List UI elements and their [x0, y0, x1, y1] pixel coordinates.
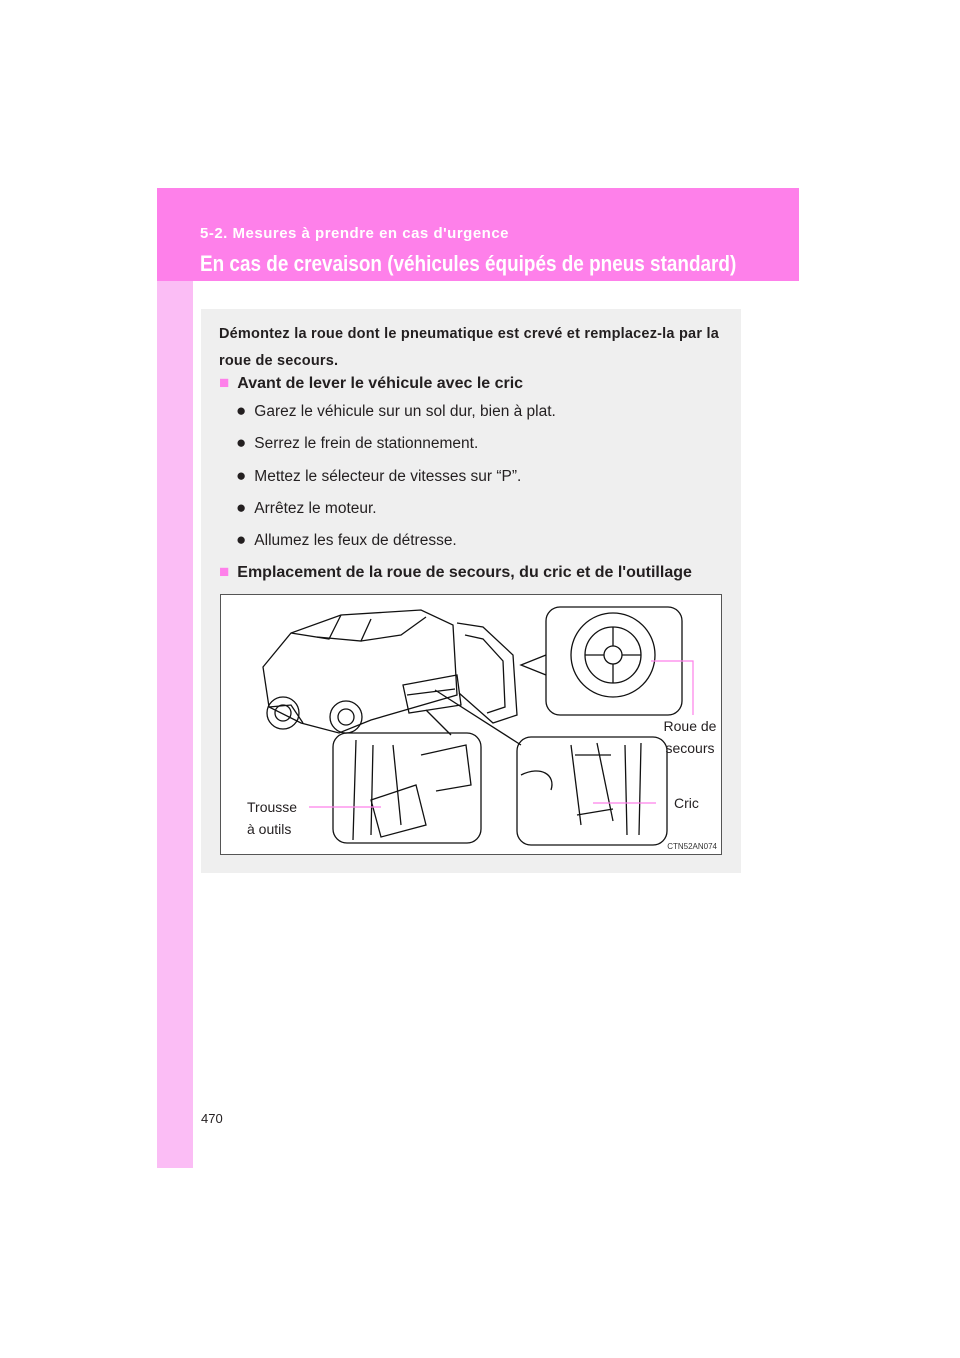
bullet-dot-icon: ● [236, 530, 247, 549]
intro-paragraph: Démontez la roue dont le pneumatique est crevé et remplacez-la par la roue de secours. [219, 326, 719, 369]
section-label: 5-2. Mesures à prendre en cas d'urgence [200, 225, 510, 242]
square-bullet-icon: ■ [219, 562, 230, 581]
list-item [236, 466, 521, 486]
side-band [157, 188, 193, 1168]
list-item [236, 401, 556, 421]
list-item [236, 530, 457, 550]
tool-kit-label-line1: Trousse [247, 799, 298, 815]
spare-wheel-label-line2: secours [665, 740, 715, 756]
tool-kit-label [247, 796, 297, 840]
list-item-text: Serrez le frein de stationnement. [254, 435, 479, 452]
bullet-dot-icon: ● [236, 401, 247, 420]
bullet-dot-icon: ● [236, 433, 247, 452]
page-title: En cas de crevaison (véhicules équipés de pneus standard) [200, 251, 737, 276]
figure-code: CTN52AN074 [667, 842, 717, 851]
bullet-dot-icon: ● [236, 466, 247, 485]
tool-kit-label-line2: à outils [247, 821, 292, 837]
list-item [236, 498, 377, 518]
jack-label: Cric [674, 795, 699, 811]
square-bullet-icon: ■ [219, 373, 230, 392]
list-item-text: Arrêtez le moteur. [254, 500, 377, 517]
list-item-text: Garez le véhicule sur un sol dur, bien à plat. [254, 403, 556, 420]
spare-wheel-label [659, 715, 721, 759]
section-heading-locations [219, 562, 692, 582]
section-heading-text: Emplacement de la roue de secours, du cric et de l'outillage [237, 564, 692, 581]
page-number: 470 [201, 1111, 223, 1126]
section-heading-text: Avant de lever le véhicule avec le cric [237, 375, 524, 392]
bullet-dot-icon: ● [236, 498, 247, 517]
section-heading-before-lifting [219, 373, 523, 393]
list-item-text: Mettez le sélecteur de vitesses sur “P”. [254, 468, 522, 485]
list-item [236, 433, 478, 453]
spare-wheel-label-line1: Roue de [663, 718, 717, 734]
list-item-text: Allumez les feux de détresse. [254, 532, 457, 549]
vehicle-illustration [220, 594, 722, 855]
